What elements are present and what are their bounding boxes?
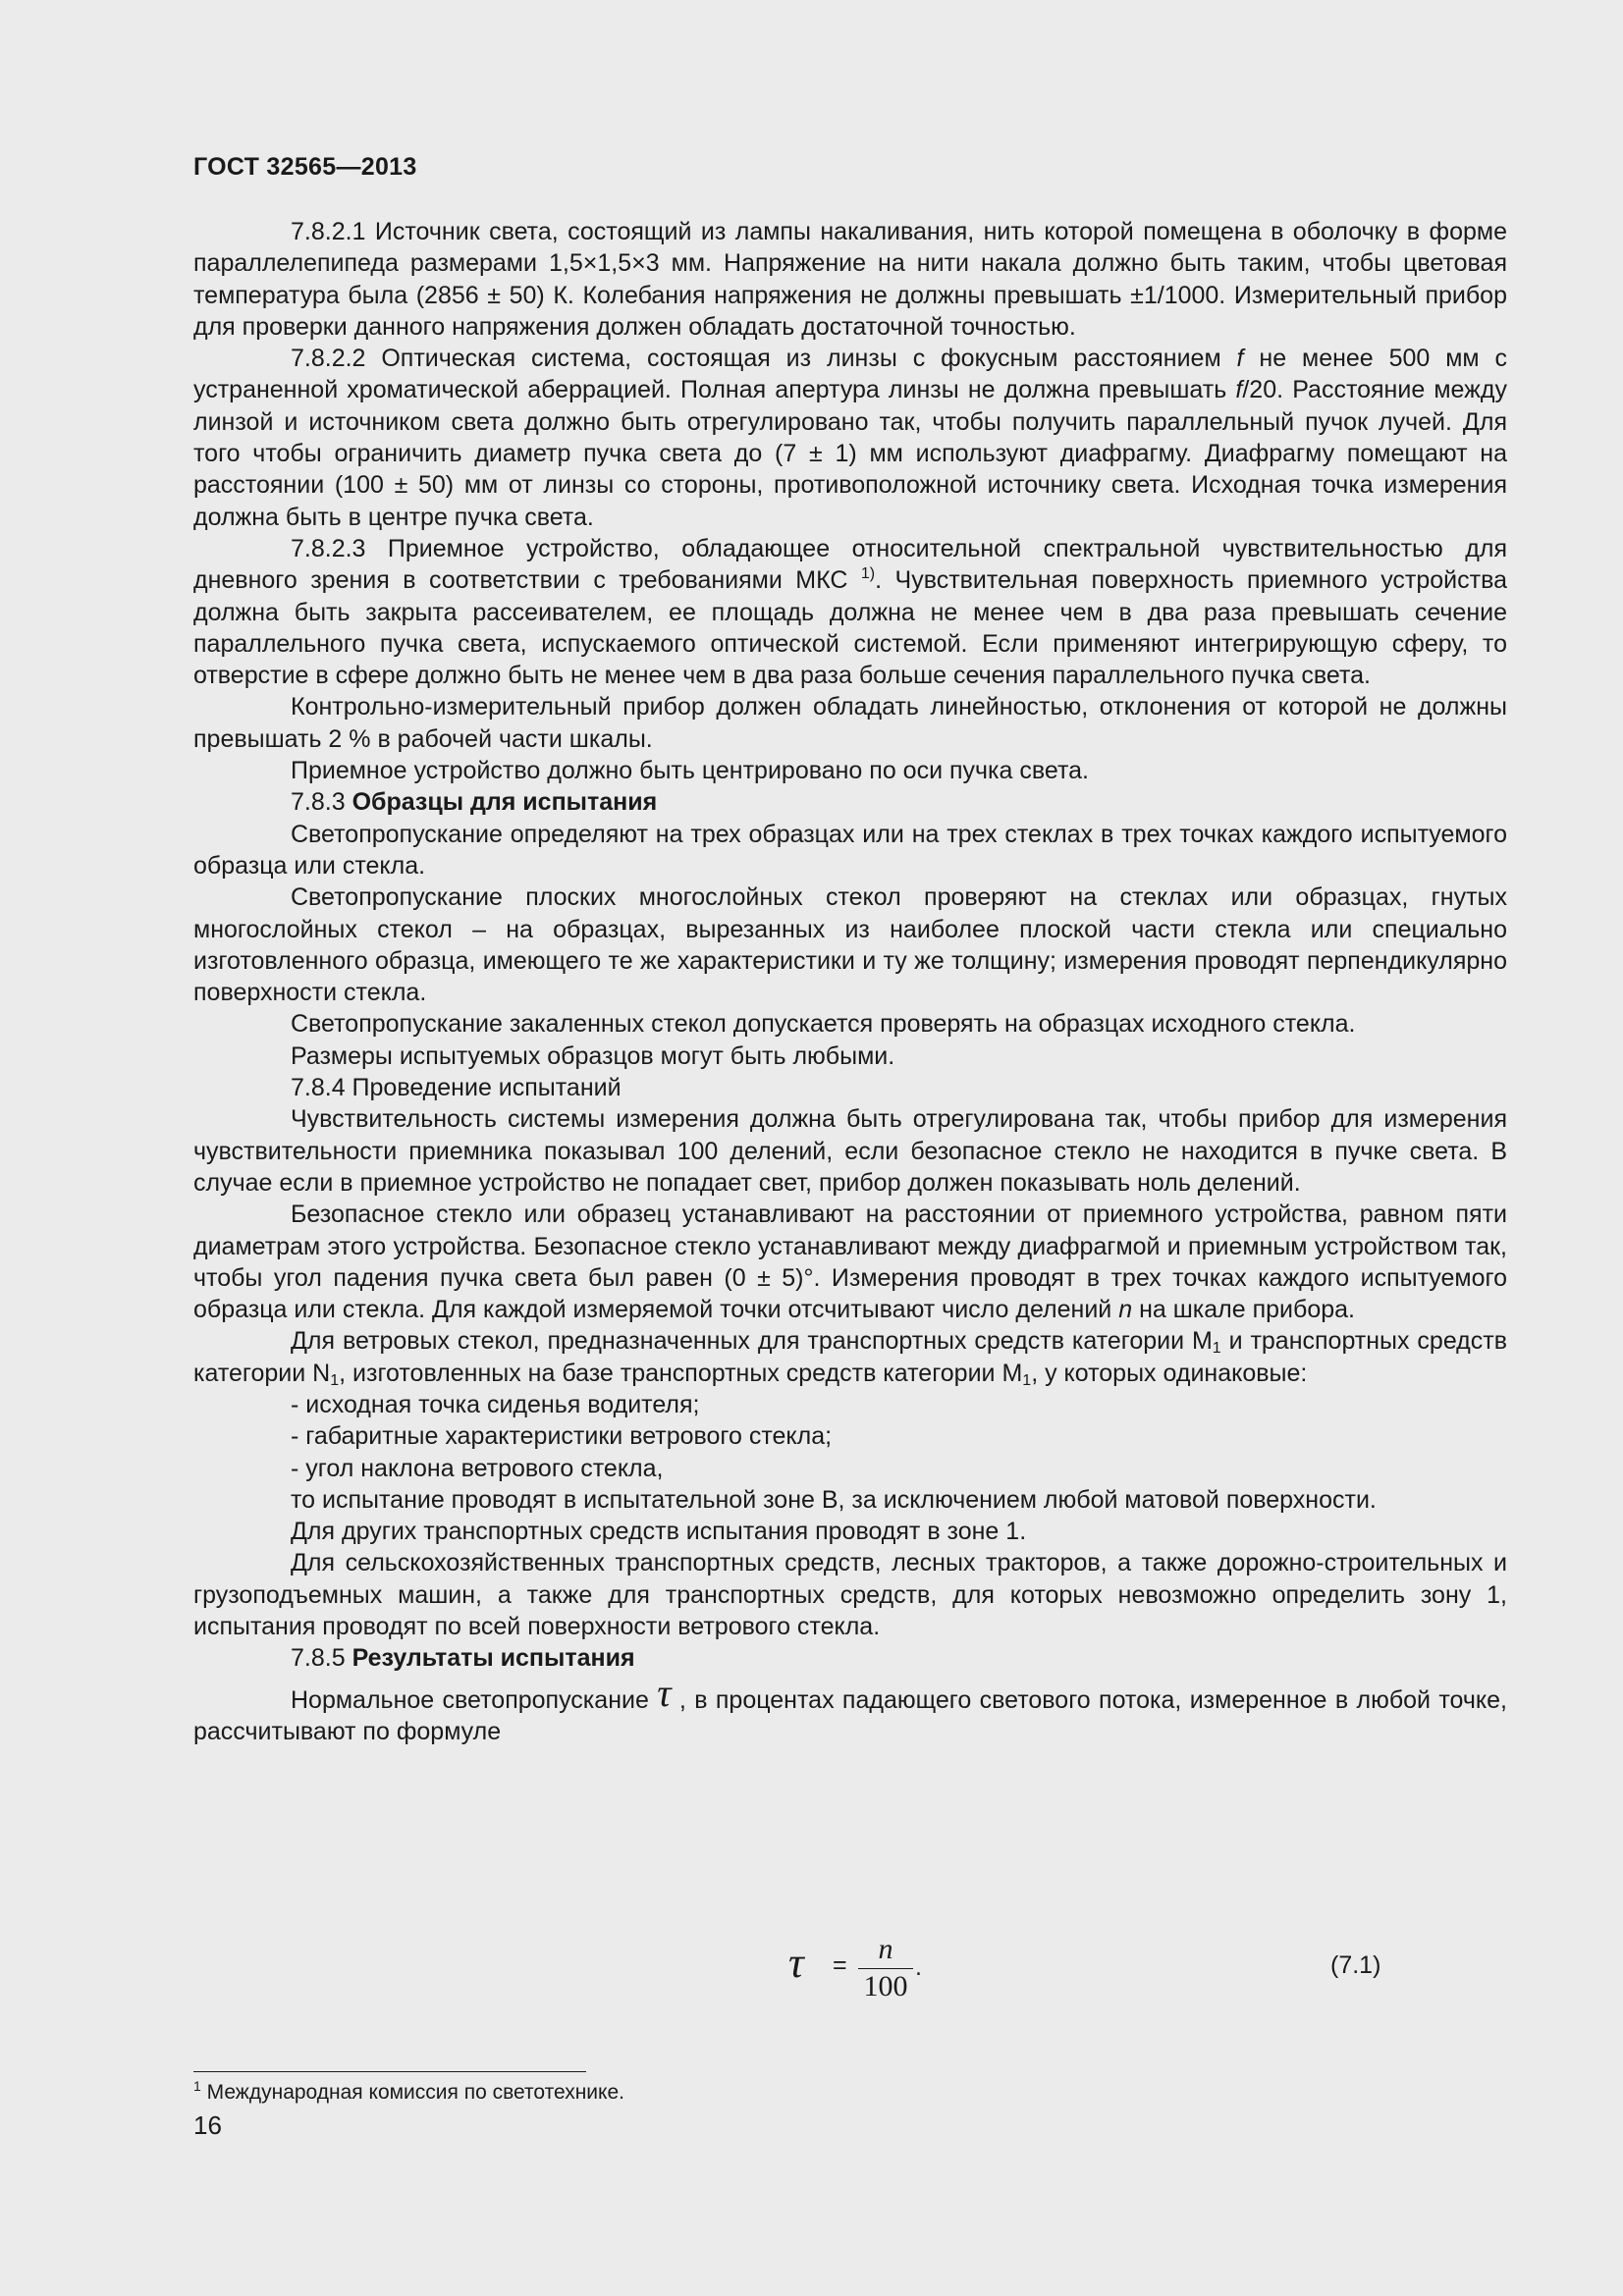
section-7-8-3-heading: 7.8.3 Образцы для испытания bbox=[291, 788, 658, 817]
paragraph-7-8-2-2: 7.8.2.2 Оптическая система, состоящая из линзы с фокусным расстоянием f не менее 500 мм с устраненной хроматической аберрацией. Полная апертура линзы не должна превышать f/20. Расстояние между линзой и источником света должно быть отрегулировано так, чтобы получить параллельный пучок лучей. Для того чтобы ограничить диаметр пучка света до (7 ± 1) мм используют диафрагму. Диафрагму помещают на расстоянии (100 ± 50) мм от линзы со стороны, противоположной источнику света. Исходная точка измерения должна быть в центре пучка света. bbox=[193, 345, 1507, 531]
list-item: - исходная точка сиденья водителя; bbox=[291, 1390, 700, 1418]
formula-equals: = bbox=[833, 1951, 847, 1979]
footnote-ref: 1) bbox=[860, 565, 876, 583]
paragraph-samples-1: Светопропускание определяют на трех образцах или на трех стеклах в трех точках каждого испытуемого образца или стекла. bbox=[193, 820, 1507, 880]
paragraph-agricultural: Для сельскохозяйственных транспортных средств, лесных тракторов, а также дорожно-строительных и грузоподъемных машин, а также для транспортных средств, для которых невозможно определить зону 1, испытания проводят по всей поверхности ветрового стекла. bbox=[193, 1549, 1507, 1641]
section-7-8-4-heading: 7.8.4 Проведение испытаний bbox=[291, 1074, 622, 1102]
paragraph-zone-b: то испытание проводят в испытательной зоне В, за исключением любой матовой поверхности. bbox=[291, 1485, 1377, 1514]
paragraph-samples-3: Светопропускание закаленных стекол допускается проверять на образцах исходного стекла. bbox=[291, 1010, 1356, 1039]
formula-number: (7.1) bbox=[1330, 1951, 1381, 1979]
list-item: - угол наклона ветрового стекла, bbox=[291, 1454, 664, 1482]
formula-numerator: n bbox=[878, 1933, 893, 1965]
formula-fraction bbox=[856, 1932, 915, 2003]
tau-symbol: τ bbox=[657, 1670, 672, 1715]
formula-7-1 bbox=[193, 1924, 1507, 2012]
paragraph-windscreens: Для ветровых стекол, предназначенных для транспортных средств категории $М_1$ и транспортных средств категории $N_1$, изготовленных на базе транспортных средств категории $М_1$, у которых одинаковые: bbox=[193, 1327, 1507, 1389]
paragraph-testing-1: Чувствительность системы измерения должна быть отрегулирована так, чтобы прибор для измерения чувствительности приемника показывал 100 делений, если безопасное стекло не находится в пучке света. В случае если в приемное устройство не попадает свет, прибор должен показывать ноль делений. bbox=[193, 1105, 1507, 1197]
formula-period: . bbox=[915, 1953, 922, 1981]
section-7-8-5-heading: 7.8.5 Результаты испытания bbox=[291, 1644, 635, 1673]
paragraph-samples-4: Размеры испытуемых образцов могут быть любыми. bbox=[291, 1041, 895, 1070]
paragraph-zone-1: Для других транспортных средств испытания проводят в зоне 1. bbox=[291, 1518, 1027, 1546]
fraction-bar bbox=[858, 1968, 913, 1969]
page-number: 16 bbox=[193, 2110, 222, 2140]
paragraph-samples-2: Светопропускание плоских многослойных стекол проверяют на стеклах или образцах, гнутых многослойных стекол – на образцах, вырезанных из наиболее плоской части стекла или специально изготовленного образца, имеющего те же характеристики и ту же толщину; измерения проводят перпендикулярно поверхности стекла. bbox=[193, 883, 1507, 1007]
footnote: $^1$ Международная комиссия по светотехнике. bbox=[193, 2078, 624, 2104]
paragraph-results: Нормальное светопропускание τ , в процентах падающего светового потока, измеренное в любой точке, рассчитывают по формуле bbox=[193, 1670, 1507, 1745]
document-code: ГОСТ 32565—2013 bbox=[193, 153, 417, 181]
paragraph-instrument: Контрольно-измерительный прибор должен обладать линейностью, отклонения от которой не должны превышать 2 % в рабочей части шкалы. bbox=[193, 693, 1507, 753]
paragraph-7-8-2-1: 7.8.2.1 Источник света, состоящий из лампы накаливания, нить которой помещена в оболочку в форме параллелепипеда размерами 1,5×1,5×3 мм. Напряжение на нити накала должно быть таким, чтобы цветовая температура была (2856 ± 50) К. Колебания напряжения не должны превышать ±1/1000. Измерительный прибор для проверки данного напряжения должен обладать достаточной точностью. bbox=[193, 218, 1507, 341]
formula-denominator: 100 bbox=[863, 1970, 908, 2002]
formula-lhs: τ bbox=[788, 1939, 804, 1987]
paragraph-receiver: Приемное устройство должно быть центрировано по оси пучка света. bbox=[291, 757, 1089, 785]
list-item: - габаритные характеристики ветрового стекла; bbox=[291, 1422, 833, 1451]
body-text bbox=[193, 216, 1507, 1747]
footnote-divider bbox=[193, 2071, 586, 2072]
paragraph-7-8-2-3: 7.8.2.3 Приемное устройство, обладающее относительной спектральной чувствительностью для дневного зрения в соответствии с требованиями МКС $^{1)}$. Чувствительная поверхность приемного устройства должна быть закрыта рассеивателем, ее площадь должна не менее чем в два раза превышать сечение параллельного пучка света, испускаемого оптической системой. Если применяют интегрирующую сферу, то отверстие в сфере должно быть не менее чем в два раза больше сечения параллельного пучка света. bbox=[193, 534, 1507, 690]
paragraph-testing-2: Безопасное стекло или образец устанавливают на расстоянии от приемного устройства, равном пяти диаметрам этого устройства. Безопасное стекло устанавливают между диафрагмой и приемным устройством так, чтобы угол падения пучка света был равен (0 ± 5)°. Измерения проводят в трех точках каждого испытуемого образца или стекла. Для каждой измеряемой точки отсчитывают число делений n на шкале прибора. bbox=[193, 1201, 1507, 1324]
